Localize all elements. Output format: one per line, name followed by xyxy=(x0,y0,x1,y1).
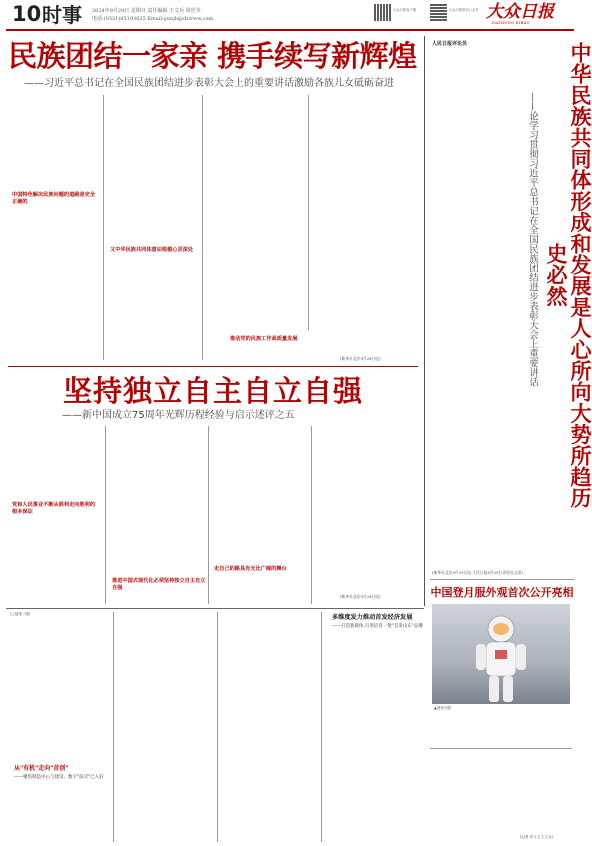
bottom-right-byline: (记者 刘飞飞 王文兵) xyxy=(520,835,553,839)
bottom-right-headline: 多维度发力推动首发经济发展 xyxy=(332,614,413,621)
page-number: 10 xyxy=(12,2,42,26)
column-divider xyxy=(105,426,106,604)
qr-code-wechat xyxy=(430,4,447,21)
bottom-left-intro: (上接第一版) xyxy=(10,612,31,616)
bottom-col2 xyxy=(116,612,214,842)
lead-body-col1 xyxy=(10,95,100,187)
lead-body-col3 xyxy=(206,95,304,360)
second-body-col3b xyxy=(210,584,308,604)
newspaper-logo: 大众日报 xyxy=(486,2,554,22)
second-subhead-1: 党和人民事业不断从胜利走向胜利的根本保证 xyxy=(12,502,96,515)
section-rule xyxy=(8,366,418,367)
lead-byline: (新华社北京9月28日电) xyxy=(340,356,381,361)
commentary-body-tail xyxy=(432,505,572,565)
second-body-col1b xyxy=(10,520,102,600)
logo-pinyin: DAZHONG RIBAO xyxy=(492,21,530,25)
bottom-col4 xyxy=(324,638,424,834)
column-divider xyxy=(202,95,203,360)
masthead-contact-line: 电话:(0531)85193635 Email:gunjb@dzwww.com xyxy=(92,16,214,22)
column-divider xyxy=(103,95,104,360)
column-divider xyxy=(308,95,309,330)
bottom-left-subhead2: ——聚焦制造中心与建设、数字"前店"已入驻 xyxy=(14,775,104,780)
lead-subhead-3: 推动党的民族工作高质量发展 xyxy=(230,336,298,342)
bottom-right-subhead: ——打造新载体,引进培育一批"首发山东"品牌 xyxy=(332,624,424,629)
second-body-col3 xyxy=(210,426,308,561)
commentary-headline: 中华民族共同体形成和发展是人心所向大势所趋历史必然 xyxy=(544,41,592,509)
commentary-column-label: 人民日报评论员 xyxy=(432,41,468,47)
bottom-rule xyxy=(6,608,424,609)
second-subhead-3: 走自己的路具有无比广阔的舞台 xyxy=(214,566,287,572)
commentary-body xyxy=(432,54,520,504)
bottom-left-subhead: 从"有机"走向"首创" xyxy=(14,765,69,772)
second-subhead: ——新中国成立75周年光辉历程经验与启示述评之五 xyxy=(62,410,295,421)
column-divider xyxy=(217,612,218,842)
photo-rule xyxy=(430,579,574,580)
column-divider xyxy=(113,612,114,842)
second-headline: 坚持独立自主自立自强 xyxy=(62,374,363,408)
second-body-col2b xyxy=(107,596,205,604)
column-divider xyxy=(208,426,209,604)
photo-caption xyxy=(432,712,572,746)
bottom-left-col1b xyxy=(10,790,110,842)
lead-subhead-1: 中国特色解决民族问题的道路是完全正确的 xyxy=(12,192,96,205)
column-divider xyxy=(311,426,312,604)
bottom-right-rule xyxy=(430,748,572,749)
spacesuit-figure xyxy=(432,604,570,704)
lead-subhead: ——习近平总书记在全国民族团结进步表彰大会上的重要讲话激励各族儿女砥砺奋进 xyxy=(24,78,394,89)
spacesuit-photo xyxy=(432,604,570,704)
second-body-col1 xyxy=(10,426,102,500)
section-title: 时事 xyxy=(42,3,82,27)
masthead xyxy=(0,0,580,30)
photo-headline: 中国登月服外观首次公开亮相 xyxy=(430,586,574,599)
lead-subhead-2: 又中华民族共同体意识根植心灵深处 xyxy=(110,247,194,253)
lead-body-col2b xyxy=(107,265,199,360)
masthead-date-line: 2024年9月29日 星期日 责任编辑 王文兵 周丝莹 xyxy=(92,8,201,14)
second-body-col2 xyxy=(107,426,205,576)
qr1-label: 大众日报客户端 xyxy=(393,8,417,12)
masthead-rule xyxy=(6,29,574,31)
second-byline: (新华社北京9月28日电) xyxy=(340,594,381,599)
qr-code-client xyxy=(374,4,391,21)
bottom-col5 xyxy=(430,750,572,830)
commentary-subhead: ——论学习贯彻习近平总书记在全国民族团结进步表彰大会上重要讲话 xyxy=(527,92,538,387)
commentary-divider xyxy=(424,36,425,606)
bottom-left-col1 xyxy=(10,618,110,763)
lead-body-col2 xyxy=(107,95,199,240)
commentary-byline: (新华社北京9月29日电 人民日报9月29日评论员文章) xyxy=(432,570,523,575)
lead-body-col4 xyxy=(312,95,416,325)
column-divider xyxy=(321,612,322,842)
second-subhead-2: 推进中国式现代化必须坚持独立自主自立自强 xyxy=(112,578,206,591)
lead-headline: 民族团结一家亲 携手续写新辉煌 xyxy=(8,39,417,73)
lead-body-col1b xyxy=(10,210,100,360)
qr2-label: 大众日报微信公众号 xyxy=(449,8,479,12)
photo-caption-label: ▲国登月服 xyxy=(434,706,451,710)
bottom-col3 xyxy=(220,612,318,842)
second-body-col4 xyxy=(314,426,418,591)
